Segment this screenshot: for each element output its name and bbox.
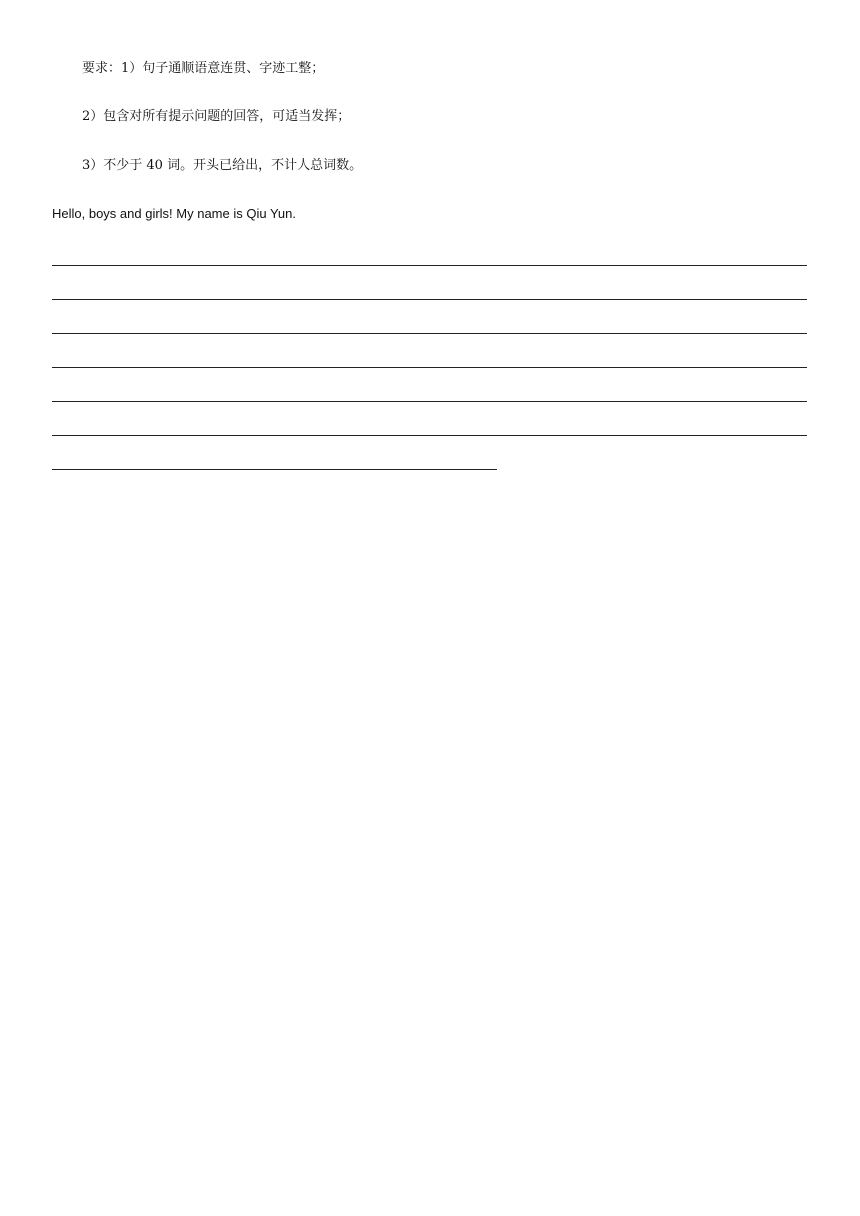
- answer-line[interactable]: [52, 367, 807, 368]
- answer-line[interactable]: [52, 435, 807, 436]
- opening-sentence: Hello, boys and girls! My name is Qiu Yun.: [52, 206, 296, 221]
- answer-line[interactable]: [52, 299, 807, 300]
- answer-line[interactable]: [52, 401, 807, 402]
- answer-line[interactable]: [52, 265, 807, 266]
- requirement-line-2: 2）包含对所有提示问题的回答，可适当发挥；: [82, 109, 351, 124]
- answer-line-final[interactable]: [52, 469, 497, 470]
- answer-line[interactable]: [52, 333, 807, 334]
- requirement-line-1: 要求：1）句子通顺语意连贯、字迹工整；: [82, 61, 325, 76]
- requirement-line-3: 3）不少于 40 词。开头已给出，不计人总词数。: [82, 158, 363, 173]
